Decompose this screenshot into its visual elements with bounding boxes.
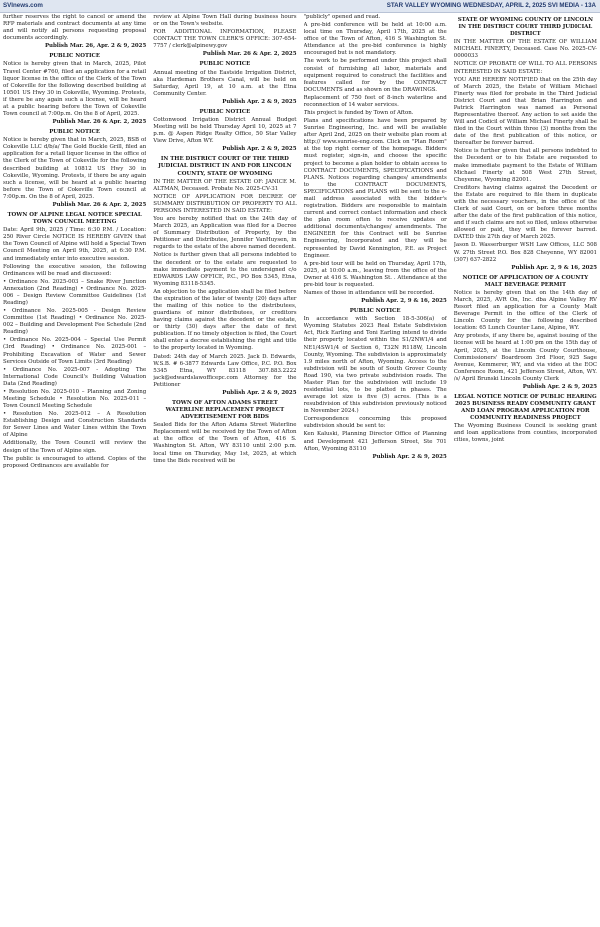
notice-paragraph: • Resolution No. 2025-012 – A Resolution Establishing Design and Construction Standards for Sewer Lines and Water Lines within the Town of Alpine xyxy=(3,411,147,439)
notice-paragraph: Sealed Bids for the Afton Adams Street Waterline Replacement will be received by the Town of Afton at the office of the Town of Afton, 416 S. Washington St. Afton, WY 83110 until 2:00 p.m. local time on Thursday, May 1st, 2025, at which time the Bids received will be xyxy=(153,422,297,464)
notice-heading: PUBLIC NOTICE xyxy=(49,129,101,136)
notice-paragraph: Following the executive session, the following Ordinances will be read and discussed: xyxy=(3,263,147,277)
notice-paragraph: Names of those in attendance will be recorded. xyxy=(303,289,435,296)
publish-dates: Publish Apr. 2, 9 & 16, 2025 xyxy=(511,264,597,271)
notice-paragraph: Ken Kaluski, Planning Director Office of Planning and Development 421 Jefferson Street, Ste 701 Afton, Wyoming 83110 xyxy=(303,431,447,452)
publish-dates: Publish Apr. 2 & 9, 2025 xyxy=(372,453,447,460)
notice-paragraph: Any protests, if any there be, against issuing of the license will be heard at 1:00 pm on the 15th day of April, 2025, at the Lincoln County Courthouse, Commissioners' Boardroom 3rd Floor, 925 Sage Avenue, Kemmerer, WY, and via video at the EOC Conference Room, 421 Jefferson Street, Afton, WY. /s/ April Brunski Lincoln County Clerk xyxy=(453,333,597,382)
notice-paragraph: FOR ADDITIONAL INFORMATION, PLEASE CONTACT THE TOWN CLERK'S OFFICE: 307-654-7757 / clerk@alpinewy.gov xyxy=(153,29,297,50)
notice-paragraph: Date: April 9th, 2025 / Time: 6:30 P.M. / Location: 250 River Circle NOTICE IS HEREBY GIVEN that the Town Council of Alpine will hold a Special Town Council Meeting on April 9th, 2025, at 6:30 P.M. and immediately enter into executive session. xyxy=(3,227,147,262)
publish-dates: Publish Mar. 26 & Apr. 2, 2025 xyxy=(52,201,147,208)
notice-heading: NOTICE OF APPLICATION OF A COUNTY MALT BEVERAGE PERMIT xyxy=(462,274,589,288)
publish-dates: Publish Apr. 2 & 9, 2025 xyxy=(222,146,297,153)
notice-heading: LEGAL NOTICE NOTICE OF PUBLIC HEARING 2025 BUSINESS READY COMMUNITY GRANT AND LOAN PROGRAM APPLICATION FOR COMMUNITY READINESS PROJECT xyxy=(454,393,597,422)
notice-paragraph: In accordance with Section 18-5-306(a) of Wyoming Statutes 2023 Real Estate Subdivision Act, Rick Earling and Toni Earling intend to divide their property located within the S1/2NW1/4 and NE1/4SW1/4 of Section 6, T32N R118W, Lincoln County, Wyoming. The subdivision is approximately 1.9 miles north of Afton, Wyoming. Access to the subdivision will be south of South Grover County Road 190, via two private subdivision roads. The Master Plan for the subdivision will include 19 residential lots, to be platted in phases. The average lot size is five (5) acres. (This is a resubdivision of this subdivision previously noticed in November 2024.) xyxy=(303,316,447,415)
notice-paragraph: Replacement of 750 feet of 8-inch waterline and reconnection of 14 water services. xyxy=(303,94,447,108)
notice-paragraph: The public is encouraged to attend. Copies of the proposed Ordinances are available for xyxy=(3,455,147,469)
publish-dates: Publish Mar. 26, Apr. 2 & 9, 2025 xyxy=(44,43,147,50)
notice-heading: TOWN OF AFTON ADAMS STREET WATERLINE REPLACEMENT PROJECT ADVERTISEMENT FOR BIDS xyxy=(165,399,285,421)
notice-paragraph: Plans and specifications have been prepared by Sunrise Engineering, Inc. and will be available after April 2nd, 2025 on their website plan room at http:// www.sunrise-eng.com. Click on "Plan Room" at the top right corner of the homepage. Bidders must register, sign-in, and choose the specific project to become a plan holder to obtain access to CONTRACT DOCUMENTS, SPECIFICATIONS and PLANS. Notices regarding changes/ amendments to the CONTRACT DOCUMENTS, SPECIFICATIONS and PLANS will be sent to the e-mail address associated with the bidder's registration. Bidders are responsible to maintain current and correct contact information and check the plan room often to receive updates or additional documents/changes/ amendments. The ENGINEER for this Contract will be Sunrise Engineering, Incorporated and they will be represented by David Kennington, P.E. as Project Engineer. xyxy=(303,118,447,259)
column-1 xyxy=(3,14,146,925)
notice-paragraph: Creditors having claims against the Decedent or the Estate are required to file them in duplicate with the necessary vouchers, in the office of the Clerk of said Court, on or before three months after the date of the first publication of this notice, and if such claims are not so filed, unless otherwise allowed or paid, they will be forever barred. DATED this 27th day of March 2025. xyxy=(453,184,597,241)
notice-paragraph: Notice is hereby given that on the 14th day of March, 2025, AVR On, Inc. dba Alpine Valley RV Resort filed an application for a County Malt Beverage Permit in the office of the Clerk of Lincoln County for the following described location: 65 Lunch Counter Lane, Alpine, WY. xyxy=(453,289,597,332)
notice-heading: PUBLIC NOTICE xyxy=(49,53,101,60)
notice-paragraph: Annual meeting of the Eastside Irrigation District, aka Hardeman Brothers Canal, will be held on Saturday, April 19, at 10 a.m. at the Etna Community Center. xyxy=(153,69,297,97)
column-4 xyxy=(454,14,597,925)
notice-paragraph: • Ordinance No. 2025-005 - Design Review Committee (1st Reading) • Ordinance No. 2025-002 – Building and Development Fee Schedule (2nd Reading) xyxy=(3,308,147,336)
notice-paragraph: Cottonwood Irrigation District Annual Budget Meeting will be held Thursday April 10, 2025 at 7 p.m. @ Aspen Ridge Realty Office, 50 Star Valley View Drive, Afton WY. xyxy=(153,117,297,145)
masthead-dateline: STAR VALLEY WYOMING WEDNESDAY, APRIL 2, 2025 SVI MEDIA - 13A xyxy=(386,2,596,9)
notice-paragraph: • Ordinance No. 2025-003 – Snake River Junction Annexation (2nd Reading) • Ordinance No. 2025-006 – Design Review Committee Guidelines (1st Reading) xyxy=(3,278,147,306)
notice-paragraph: • Resolution No. 2025-010 – Planning and Zoning Meeting Schedule • Resolution No. 2025-011 – Town Council Meeting Schedule xyxy=(3,388,147,410)
notice-paragraph: Notice is further given that all persons indebted to the Decedent or to his Estate are requested to make immediate payment to the Estate of William Michael Finerty at 508 West 27th Street, Cheyenne, Wyoming 82001. xyxy=(453,148,597,183)
notice-paragraph: IN THE MATTER OF THE ESTATE OF: JANICE M. ALTMAN, Deceased. Probate No. 2025-CV-31 xyxy=(153,178,297,192)
publish-dates: Publish Apr. 2, 9 & 16, 2025 xyxy=(361,298,447,305)
notice-paragraph: Notice is further given that all persons indebted to the decedent or to the estate are requested to make immediate payment to the undersigned c/o EDWARDS LAW OFFICE, P.C., PO Box 5345, Etna, Wyoming 83118-5345. xyxy=(153,252,297,287)
notice-paragraph: Correspondence concerning this proposed subdivision should be sent to: xyxy=(303,416,447,430)
notice-paragraph: An objection to the application shall be filed before the expiration of the later of twenty (20) days after the mailing of this notice to the distributees, guardians of minor distributees, or creditors having claims against the decedent or the estate, or thirty (30) days after the date of first publication. If no timely objection is filed, the Court shall enter a decree establishing the right and title to the property located in Wyoming. xyxy=(153,288,297,352)
notice-paragraph: A pre-bid tour will be held on Thursday, April 17th, 2025, at 10:00 a.m., leaving from the office of the Owner at 416 S. Washington St. . Attendance at the pre-bid tour is requested. xyxy=(303,260,447,288)
notice-heading: PUBLIC NOTICE xyxy=(199,61,251,68)
notice-paragraph: This project is funded by Town of Afton. xyxy=(303,110,414,117)
notice-paragraph: You are hereby notified that on the 24th day of March 2025, an Application was filed for a Decree of Summary Distribution of Property, by the Petitioner and Distributee, Jennifer VanHuysen, in regards to the estate of the above named decedent. xyxy=(153,216,297,251)
notice-heading: TOWN OF ALPINE LEGAL NOTICE SPECIAL TOWN COUNCIL MEETING xyxy=(7,212,142,226)
publish-dates: Publish Apr. 2 & 9, 2025 xyxy=(222,389,297,396)
notice-columns xyxy=(3,14,597,925)
notice-paragraph: "publicly" opened and read. xyxy=(303,14,381,20)
notice-heading: STATE OF WYOMING COUNTY OF LINCOLN IN THE DISTRICT COURT THIRD JUDICIAL DISTRICT xyxy=(457,17,593,38)
notice-paragraph: Notice is hereby given that in March, 2025, Pilot Travel Center #760, filed an application for a retail liquor license in the office of the Clerk of the Town of Cokeville for the following described building at 10501 US Hwy 30 in Cokeville, Wyoming. Protests, if there be any again such a license, will be heard at a public hearing before the Town of Cokeville Town council at 7:00p.m. On the 8 of April, 2025. xyxy=(3,61,147,118)
notice-paragraph: Jason D. Wasserburger WSH Law Offices, LLC 508 W. 27th Street P.O. Box 828 Cheyenne, WY 82001 (307) 637-2822 xyxy=(453,242,597,263)
notice-paragraph: NOTICE OF PROBATE OF WILL TO ALL PERSONS INTERESTED IN SAID ESTATE: xyxy=(453,61,597,75)
publish-dates: Publish Mar. 26 & Apr. 2, 2025 xyxy=(52,119,147,126)
column-2 xyxy=(153,14,296,925)
publish-dates: Publish Apr. 2 & 9, 2025 xyxy=(522,383,597,390)
notice-paragraph: review at Alpine Town Hall during business hours or on the Town's website. xyxy=(153,14,297,28)
notice-paragraph: Notice is hereby given that in March, 2025, BSB of Cokeville LLC d/b/a/ The Gold Buckle Grill, filed an application for a retail liquor license in the office of the Clerk of the Town of Cokeville for the following described building at 10812 US Hwy 30 in Cokeville, Wyoming. Protests, if there be any again such a license, will be heard at a public hearing before the Town of Cokeville Town council at 7:00p.m. On the 8 of April, 2025. xyxy=(3,137,147,200)
notice-paragraph: • Ordinance No. 2025-007 - Adopting The International Code Council's Building Valuation Data (2nd Reading) xyxy=(3,366,147,387)
notice-paragraph: NOTICE OF APPLICATION FOR DECREE OF SUMMARY DISTRIBUTION OF PROPERTY TO ALL PERSONS INTERESTED IN SAID ESTATE: xyxy=(153,193,297,214)
column-3 xyxy=(304,14,447,925)
publish-dates: Publish Apr. 2 & 9, 2025 xyxy=(222,98,297,105)
publish-dates: Publish Mar. 26 & Apr. 2, 2025 xyxy=(202,51,297,58)
notice-paragraph: The Wyoming Business Council is seeking grant and loan applications from counties, incorporated cities, towns, joint xyxy=(453,423,597,444)
notice-paragraph: YOU ARE HEREBY NOTIFIED that on the 25th day of March 2025, the Estate of William Michael Finerty was filed for probate in the Third Judicial District Court and that Brian Harrington and Patrick Harrington was named as Personal Representative thereof. Any action to set aside the Will and Codicil of William Michael Finerty shall be filed in the Court within three (3) months from the date of the first publication of this notice, or thereafter be forever barred. xyxy=(453,76,597,147)
notice-paragraph: A pre-bid conference will be held at 10:00 a.m. local time on Thursday, April 17th, 2025 at the office of the Town of Afton, 416 S Washington St. Attendance at the pre-bid conference is highly encouraged but is not mandatory. xyxy=(303,22,447,57)
notice-paragraph: IN THE MATTER OF THE ESTATE OF WILLIAM MICHAEL FINERTY, Deceased. Case No. 2025-CV-0000033 xyxy=(453,39,597,60)
site-name: SVInews.com xyxy=(3,2,43,9)
page-header-bar xyxy=(0,0,600,13)
notice-heading: PUBLIC NOTICE xyxy=(199,108,251,115)
notice-paragraph: Additionally, the Town Council will review the design of the Town of Alpine sign. xyxy=(3,440,147,454)
notice-paragraph: Dated: 24th day of March 2025. Jack D. Edwards, W.S.B. # 6-3877 Edwards Law Office, P.C. P.O. Box 5345 Etna, WY 83118 307.883.2222 jack@edwardslawofficepc.com Attorney for the Petitioner xyxy=(153,353,297,388)
notice-paragraph: The work to be performed under this project shall consist of furnishing all labor, materials and equipment required to construct the facilities and features called for by the CONTRACT DOCUMENTS and as shown on the DRAWINGS. xyxy=(303,58,447,93)
notice-paragraph: further reserves the right to cancel or amend the RFP materials and contract documents at any time and will notify all persons requesting proposal documents accordingly. xyxy=(3,14,147,42)
notice-heading: IN THE DISTRICT COURT OF THE THIRD JUDICIAL DISTRICT IN AND FOR LINCOLN COUNTY, STATE OF WYOMING xyxy=(158,156,292,177)
notice-paragraph: • Ordinance No. 2025-004 – Special Use Permit (3rd Reading) • Ordinance No. 2025-001 – Prohibiting Excavation of Water and Sewer Services Outside of Town Limits (3rd Reading) xyxy=(3,337,147,365)
notice-heading: PUBLIC NOTICE xyxy=(349,308,401,315)
